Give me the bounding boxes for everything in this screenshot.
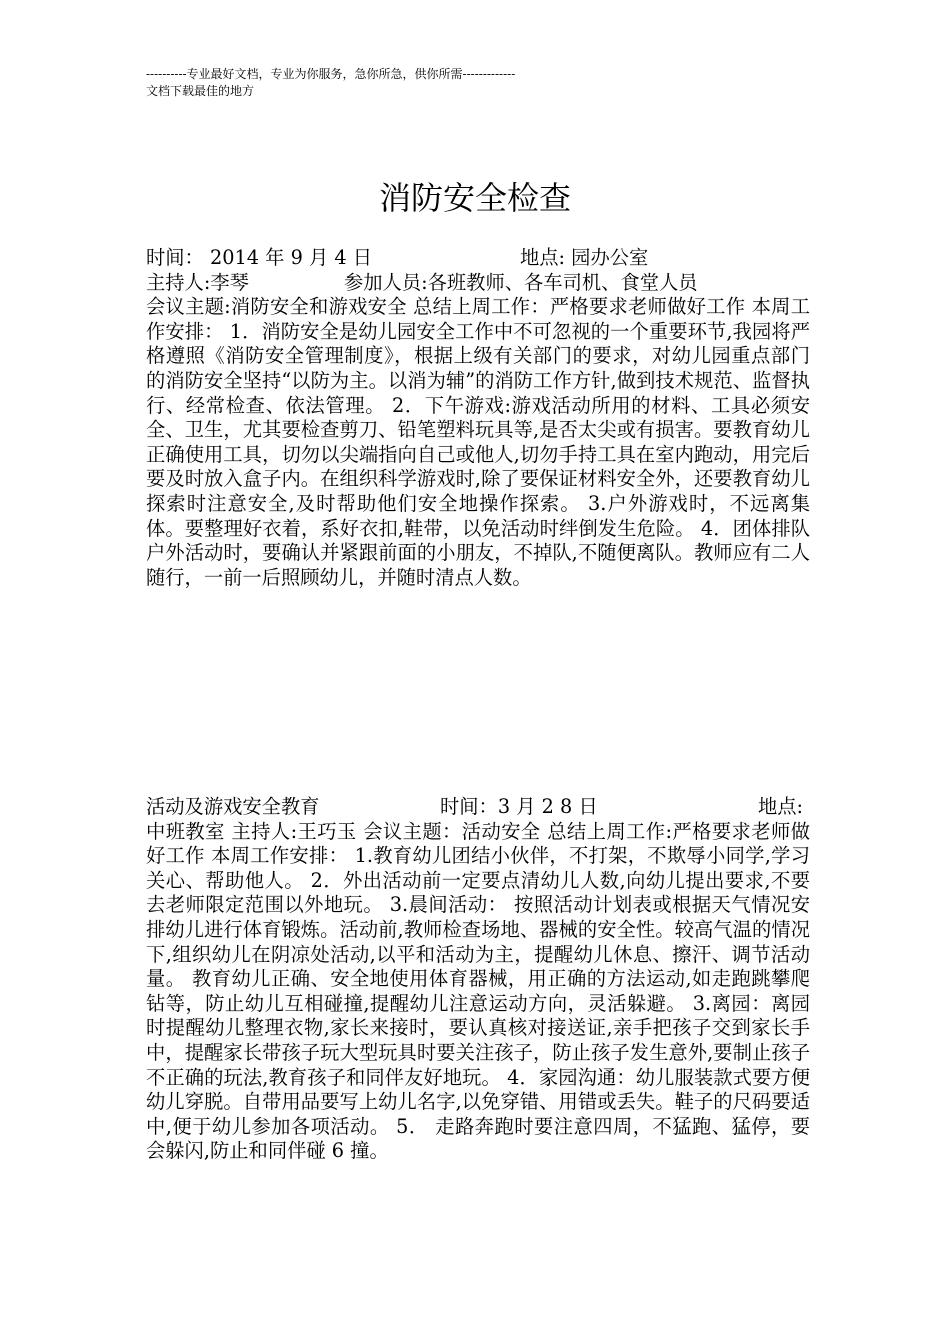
meeting-participants: 参加人员:各班教师、各车司机、食堂人员 (344, 270, 698, 294)
meeting-body: 中班教室 主持人:王巧玉 会议主题：活动安全 总结上周工作:严格要求老师做好工作 本周工作安排： 1.教育幼儿团结小伙伴，不打架，不欺辱小同学,学习关心、帮助他人。 2．外出活动前一定要点清幼儿人数,向幼儿提出要求,不要去老师限定范围以外地玩。 3.晨间活动： 按照活动计划表或根据天气情况安排幼儿进行体育锻炼。活动前,教师检查场地、器械的安全性。较高气温的情况下,组织幼儿在阴凉处活动,以平和活动为主，提醒幼儿休息、擦汗、调节活动量。 教育幼儿正确、安全地使用体育器械，用正确的方法运动,如走跑跳攀爬钻等，防止幼儿互相碰撞,提醒幼儿注意运动方向，灵活躲避。 3.离园：离园时提醒幼儿整理衣物,家长来接时，要认真核对接送证,亲手把孩子交到家长手中，提醒家长带孩子玩大型玩具时要关注孩子，防止孩子发生意外,要制止孩子不正确的玩法,教育孩子和同伴友好地玩。 4．家园沟通：幼儿服装款式要方便幼儿穿脱。自带用品要写上幼儿名字,以免穿错、用错或丢失。鞋子的尺码要适中,便于幼儿参加各项活动。 5． 走路奔跑时要注意四周，不猛跑、猛停，要会躲闪,防止和同伴碰 6 撞。 (146, 819, 810, 1163)
meeting-host: 主持人:李琴 (146, 270, 249, 294)
meeting-location: 地点: 园办公室 (520, 246, 649, 269)
meeting-time: 时间：3 月 2 8 日 (440, 795, 598, 818)
meeting-time: 时间： 2014 年 9 月 4 日 (146, 246, 373, 269)
meeting-record-fire-safety (146, 246, 810, 590)
header-note (146, 66, 515, 100)
meeting-body: 会议主题:消防安全和游戏安全 总结上周工作：严格要求老师做好工作 本周工作安排： 1．消防安全是幼儿园安全工作中不可忽视的一个重要环节,我园将严格遵照《消防安全管理制度》，根据上级有关部门的要求，对幼儿园重点部门的消防安全坚持“以防为主。以消为辅”的消防工作方针,做到技术规范、监督执行、经常检查、依法管理。 2．下午游戏:游戏活动所用的材料、工具必须安全、卫生，尤其要检查剪刀、铅笔塑料玩具等,是否太尖或有损害。要教育幼儿正确使用工具，切勿以尖端指向自己或他人,切勿手持工具在室内跑动，用完后要及时放入盒子内。在组织科学游戏时,除了要保证材料安全外，还要教育幼儿探索时注意安全,及时帮助他们安全地操作探索。 3.户外游戏时，不远离集体。要整理好衣着，系好衣扣,鞋带，以免活动时绊倒发生危险。 4．团体排队户外活动时，要确认并紧跟前面的小朋友，不掉队,不随便离队。教师应有二人随行，一前一后照顾幼儿，并随时清点人数。 (146, 295, 810, 589)
meeting-time-location-row (146, 246, 810, 271)
meeting-record-activity-safety (146, 795, 810, 1164)
header-note-line2: 文档下载最佳的地方 (146, 84, 255, 98)
page-title: 消防安全检查 (378, 179, 571, 217)
meeting-location-label: 地点: (758, 795, 804, 818)
header-note-line1: ----------专业最好文档，专业为你服务，急你所急，供你所需------------- (146, 67, 516, 81)
meeting-topic: 活动及游戏安全教育 (146, 795, 320, 818)
meeting-host-row (146, 271, 810, 296)
meeting-topic-row (146, 795, 810, 820)
